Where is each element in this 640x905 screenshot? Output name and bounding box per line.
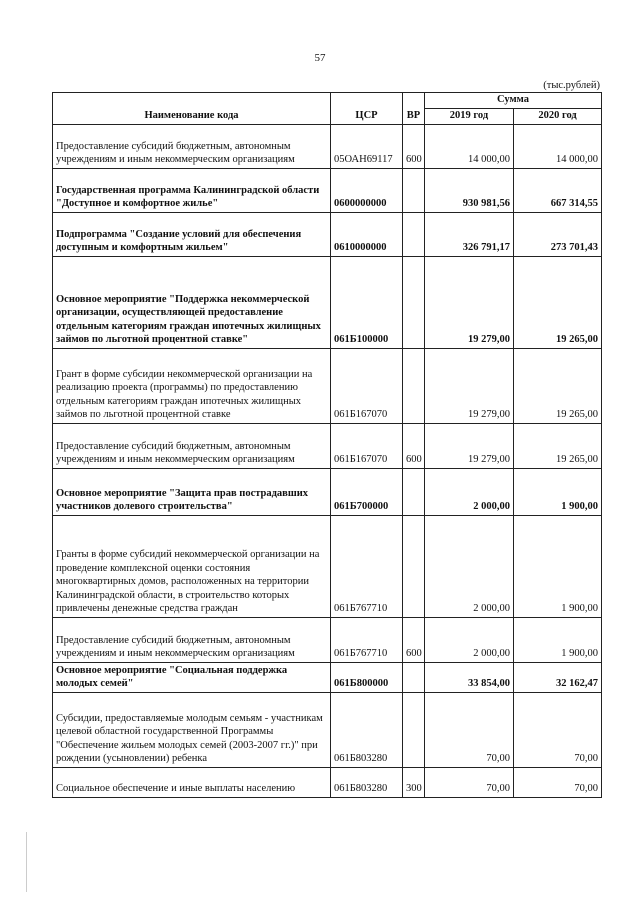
row-2020: 19 265,00 — [514, 349, 602, 424]
row-name: Основное мероприятие "Поддержка некоммерческой организации, осуществляющей предоставление отдельным категориям граждан ипотечных жилищных займов по льготной процентной ставке" — [53, 257, 331, 349]
header-vr: ВР — [403, 93, 425, 125]
budget-table — [52, 92, 602, 798]
header-csr: ЦСР — [331, 93, 403, 125]
header-name: Наименование кода — [53, 93, 331, 125]
row-vr — [403, 693, 425, 768]
row-2020: 19 265,00 — [514, 424, 602, 469]
scan-margin-line — [26, 832, 27, 892]
row-code: 061Б167070 — [331, 424, 403, 469]
row-code: 061Б167070 — [331, 349, 403, 424]
row-2020: 70,00 — [514, 693, 602, 768]
row-2019: 19 279,00 — [425, 349, 514, 424]
row-vr: 600 — [403, 424, 425, 469]
row-name: Грант в форме субсидии некоммерческой организации на реализацию проекта (программы) по предоставлению отдельным категориям граждан ипотечных жилищных займов по льготной процентной ставке — [53, 349, 331, 424]
row-code: 061Б803280 — [331, 768, 403, 798]
table-row — [53, 424, 602, 469]
row-2019: 14 000,00 — [425, 125, 514, 169]
table-row — [53, 516, 602, 618]
row-code: 061Б767710 — [331, 516, 403, 618]
header-year-2019: 2019 год — [425, 109, 514, 125]
row-2020: 1 900,00 — [514, 469, 602, 516]
row-name: Предоставление субсидий бюджетным, автономным учреждениям и иным некоммерческим организациям — [53, 125, 331, 169]
row-2019: 326 791,17 — [425, 213, 514, 257]
row-name: Основное мероприятие "Защита прав пострадавших участников долевого строительства" — [53, 469, 331, 516]
row-2019: 2 000,00 — [425, 516, 514, 618]
table-row — [53, 169, 602, 213]
row-code: 061Б700000 — [331, 469, 403, 516]
row-vr — [403, 516, 425, 618]
row-code: 061Б803280 — [331, 693, 403, 768]
units-label: (тыс.рублей) — [543, 80, 600, 91]
table-row — [53, 257, 602, 349]
row-vr: 600 — [403, 618, 425, 663]
row-vr — [403, 349, 425, 424]
row-2020: 70,00 — [514, 768, 602, 798]
row-2019: 2 000,00 — [425, 469, 514, 516]
row-code: 061Б800000 — [331, 663, 403, 693]
table-row — [53, 125, 602, 169]
row-2019: 33 854,00 — [425, 663, 514, 693]
row-2019: 930 981,56 — [425, 169, 514, 213]
row-name: Предоставление субсидий бюджетным, автономным учреждениям и иным некоммерческим организациям — [53, 424, 331, 469]
row-vr — [403, 469, 425, 516]
table-row — [53, 693, 602, 768]
row-2019: 19 279,00 — [425, 257, 514, 349]
row-code: 061Б767710 — [331, 618, 403, 663]
table-row — [53, 213, 602, 257]
row-2019: 2 000,00 — [425, 618, 514, 663]
row-code: 061Б100000 — [331, 257, 403, 349]
row-name: Субсидии, предоставляемые молодым семьям - участникам целевой областной государственной Программы "Обеспечение жильем молодых семей (2003-2007 гг.)" при рождении (усыновлении) ребенка — [53, 693, 331, 768]
row-name: Государственная программа Калининградской области "Доступное и комфортное жилье" — [53, 169, 331, 213]
row-2020: 1 900,00 — [514, 618, 602, 663]
row-2020: 1 900,00 — [514, 516, 602, 618]
row-2020: 32 162,47 — [514, 663, 602, 693]
row-vr: 600 — [403, 125, 425, 169]
row-name: Основное мероприятие "Социальная поддержка молодых семей" — [53, 663, 331, 693]
row-vr — [403, 213, 425, 257]
header-sum: Сумма — [425, 93, 602, 109]
row-name: Предоставление субсидий бюджетным, автономным учреждениям и иным некоммерческим организациям — [53, 618, 331, 663]
row-code: 0610000000 — [331, 213, 403, 257]
table-row — [53, 663, 602, 693]
row-name: Гранты в форме субсидий некоммерческой организации на проведение комплексной оценки состояния многоквартирных домов, расположенных на территории Калининградской области, в строительство которых привлечены денежные средства граждан — [53, 516, 331, 618]
table-row — [53, 618, 602, 663]
row-vr — [403, 663, 425, 693]
row-2020: 19 265,00 — [514, 257, 602, 349]
row-name: Подпрограмма "Создание условий для обеспечения доступным и комфортным жильем" — [53, 213, 331, 257]
row-vr — [403, 169, 425, 213]
table-row — [53, 349, 602, 424]
page-number: 57 — [314, 52, 326, 64]
row-name: Социальное обеспечение и иные выплаты населению — [53, 768, 331, 798]
table-row — [53, 768, 602, 798]
row-2019: 70,00 — [425, 768, 514, 798]
row-vr — [403, 257, 425, 349]
row-code: 0600000000 — [331, 169, 403, 213]
row-2019: 19 279,00 — [425, 424, 514, 469]
row-2020: 273 701,43 — [514, 213, 602, 257]
row-vr: 300 — [403, 768, 425, 798]
table-row — [53, 469, 602, 516]
row-2019: 70,00 — [425, 693, 514, 768]
row-2020: 667 314,55 — [514, 169, 602, 213]
row-2020: 14 000,00 — [514, 125, 602, 169]
row-code: 05ОАН69117 — [331, 125, 403, 169]
header-year-2020: 2020 год — [514, 109, 602, 125]
